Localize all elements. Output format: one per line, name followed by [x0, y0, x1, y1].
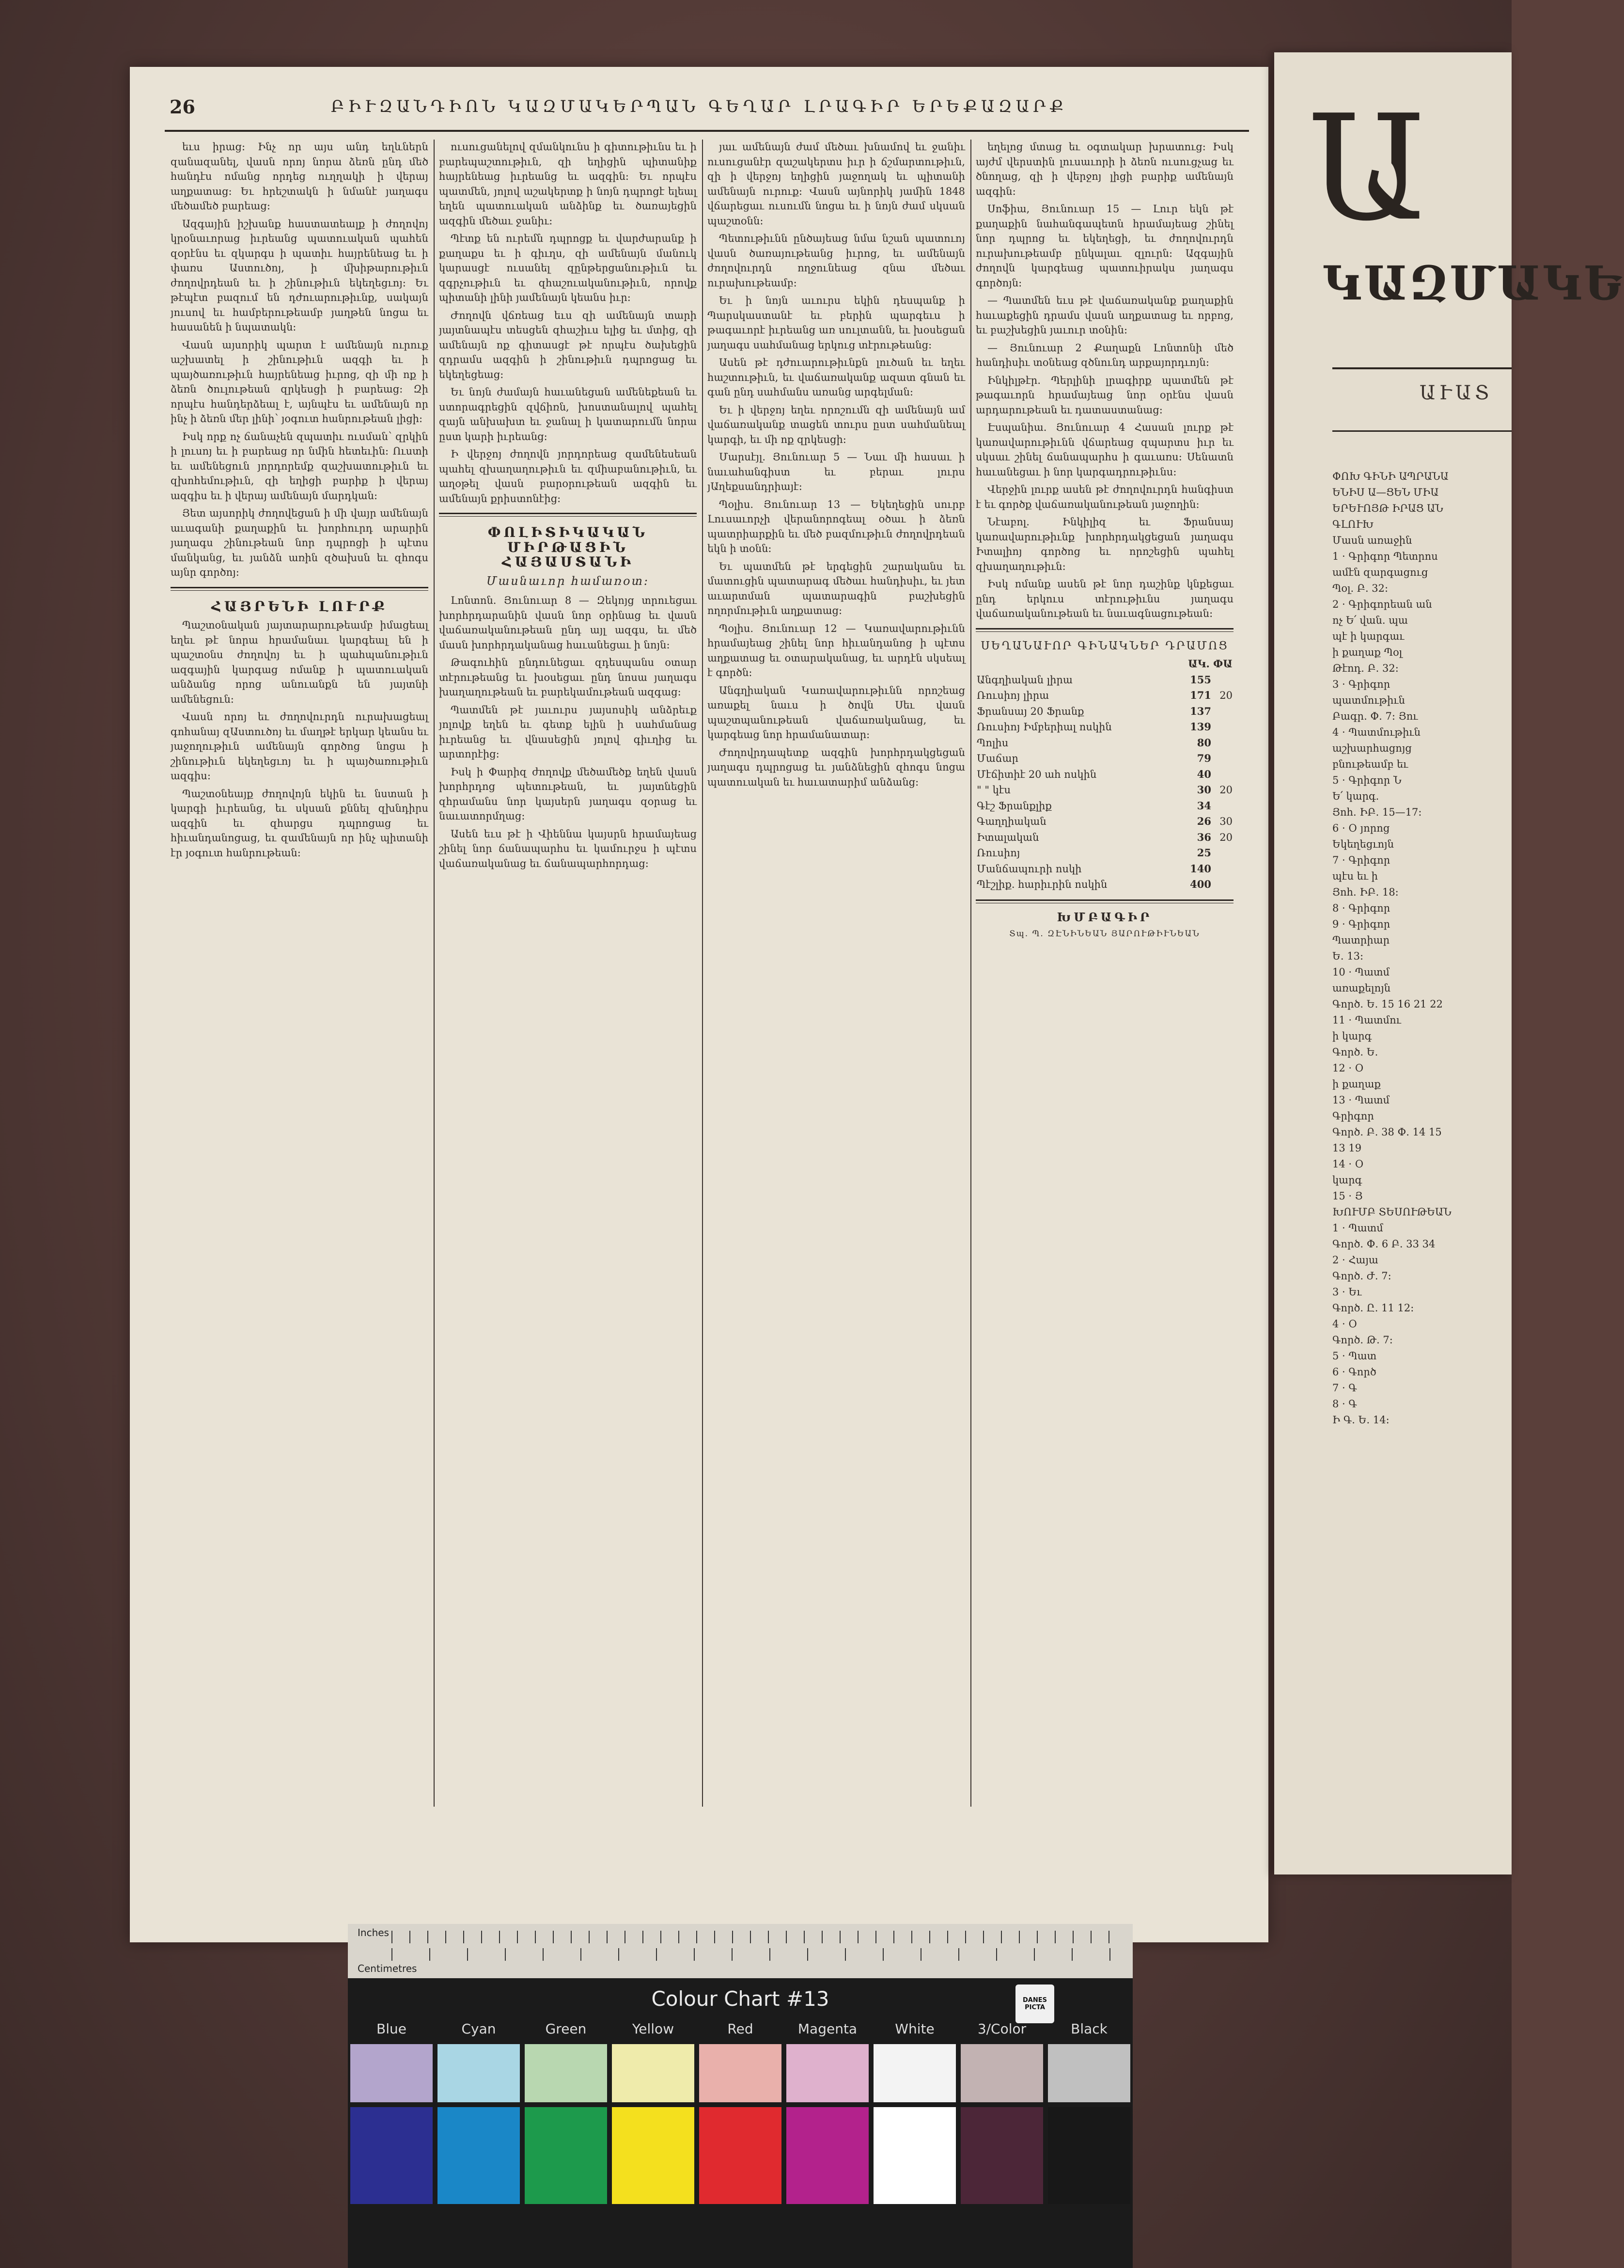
- article-paragraph: Վասն որոյ եւ ժողովուրդն ուրախացեալ գոհանայ զԱստուծոյ եւ մաղթէ երկար կեանս եւ յաջողութիւն ամենայն գործոց նոցա ի շինութիւն եկեղեցւոյ եւ ի պայծառութիւն ազգիս։: [171, 711, 428, 782]
- table-cell-frac: [1212, 751, 1234, 767]
- text-line: Յոհ. ԻԲ. 18։: [1332, 886, 1399, 898]
- table-cell-value: 34: [1197, 799, 1211, 812]
- table-cell-frac: [1212, 798, 1234, 814]
- article-paragraph: Եւ ի նոյն աւուրս եկին դեսպանք ի Պարսկաստանէ եւ բերին պարգեւս ի թագաւորէ իւրեանց առ սուլտանն, եւ խօսեցան յաղագս սահմանաց երկուց տէրութեանց։: [707, 295, 965, 351]
- text-line: բնութեամբ եւ: [1332, 758, 1408, 770]
- centimetre-ticks: [391, 1948, 1113, 1961]
- article-paragraph: Եւ նոյն ժամայն հաւանեցան ամենեքեան եւ ստորագրեցին զվճիռն, խոստանալով պահել զայն անխախտ եւ ջանալ ի կատարումն նորա ըստ կարի իւրեանց։: [439, 386, 697, 442]
- article-paragraph: Իսկ ոմանք ասեն թէ նոր դաշինք կնքեցաւ ընդ երկուս տէրութիւնս յաղագս վաճառականութեան եւ նաւագնացութեան։: [976, 578, 1234, 619]
- swatch-bottom-cyan: [437, 2107, 520, 2204]
- running-title: ԲԻՒԶԱՆԴԻՈՆ ԿԱԶՄԱԿԵՐՊԱՆ ԳԵՂԱՐ ԼՐԱԳԻՐ ԵՐԵՔԱԶԱՐՔ: [330, 97, 1068, 116]
- table-cell-frac: [1212, 719, 1234, 735]
- table-cell-frac: [1212, 735, 1234, 751]
- article-paragraph: Եւ ի վերջոյ եղեւ որոշումն զի ամենայն ամ վաճառականք տացեն տուրս ըստ սահմանեալ կարգի, եւ մի ոք զրկեսցի։: [707, 404, 965, 445]
- swatch-top-blue: [350, 2044, 433, 2102]
- table-cell-frac: 20: [1219, 690, 1233, 701]
- newspaper-page: [130, 67, 1268, 1942]
- column-3: [707, 140, 965, 1816]
- article-paragraph: Պէտք են ուրեմն դպրոցք եւ վարժարանք ի քաղաքս եւ ի գիւղս, զի ամենայն մանուկ կարասցէ ուսանել զընթերցանութիւն եւ զգրչութիւն եւ զհաշուականութիւն, որովք պիտանի լինի յամենայն կեանս իւր։: [439, 233, 697, 303]
- article-paragraph: Ինկիլթէր. Պերլինի լրագիրք պատմեն թէ թագաւորն հրամայեաց նոր օրէնս վասն արդարութեան եւ դատաստանաց։: [976, 374, 1234, 416]
- chart-logo: DANES PICTA: [1015, 1984, 1054, 2023]
- text-line: Գործ. Բ. 38 Փ. 14 15: [1332, 1126, 1442, 1138]
- text-line: 1 · Պատմ: [1332, 1222, 1383, 1234]
- text-line: 2 · Հայա: [1332, 1254, 1378, 1266]
- swatch-label: Blue: [376, 2021, 406, 2037]
- table-cell-label: Պոլիս: [977, 737, 1009, 749]
- text-line: Գործ. Թ. 7։: [1332, 1334, 1393, 1346]
- page-header: [130, 96, 1268, 125]
- table-cell-label: Գաղղիական: [977, 816, 1046, 827]
- table-row: [976, 688, 1234, 704]
- table-cell-frac: 20: [1219, 784, 1233, 796]
- text-line: 8 · Գրիգոր: [1332, 902, 1390, 914]
- table-cell-label: Ռուսիոյ լիրա: [977, 690, 1049, 701]
- column-2: [439, 140, 697, 1816]
- text-line: 4 · Պատմութիւն: [1332, 726, 1421, 738]
- swatch-label: Green: [545, 2021, 587, 2037]
- swatch-top-magenta: [786, 2044, 869, 2102]
- section-rule: [976, 628, 1234, 632]
- table-cell-value: 139: [1190, 721, 1211, 733]
- table-row: [976, 798, 1234, 814]
- article-paragraph: Էսպանիա. Յունուար 4 Հասան լուրք թէ կառավարութիւնն վճարեաց զպարտս իւր եւ սկսաւ շինել ճանապարհս ի գաւառս։ Սենատն հաւանեցաւ ի նոր կարգադրութիւնս։: [976, 422, 1234, 478]
- article-paragraph: Պատմեն թէ յաւուրս յայսոսիկ անձրեւք յոլովք եղեն եւ գետք ելին ի սահմանաց իւրեանց եւ վնասեցին յոլով գիւղից եւ արտորէից։: [439, 704, 697, 760]
- article-paragraph: Նէաբոլ. Ինկիլիզ եւ Ֆրանսայ կառավարութիւնք խորհրդակցեցան յաղագս Իտալիոյ գործոց եւ որոշեցին պահել զխաղաղութիւն։: [976, 516, 1234, 572]
- text-line: 7 · Գրիգոր: [1332, 854, 1390, 866]
- text-line: 6 · Օ յորոց: [1332, 822, 1390, 834]
- section-heading-domestic: ՀԱՅՐԵՆԻ ԼՈՒՐՔ: [211, 598, 388, 614]
- table-cell-frac: [1212, 877, 1234, 893]
- section-rule: [976, 899, 1234, 903]
- table-cell-frac: 30: [1219, 816, 1233, 827]
- text-line: ԳԼՈՒԽ: [1332, 519, 1374, 530]
- text-line: 7 · Գ: [1332, 1382, 1357, 1394]
- table-cell-value: 140: [1190, 862, 1211, 875]
- text-line: Պատրիար: [1332, 934, 1390, 946]
- swatch-bottom-white: [874, 2107, 956, 2204]
- text-line: 8 · Գ: [1332, 1398, 1357, 1410]
- editor-signature: ԽՄԲԱԳԻՐ: [1057, 910, 1153, 924]
- swatch-top-green: [525, 2044, 607, 2102]
- text-line: 15 · Յ: [1332, 1190, 1363, 1202]
- table-row: [976, 830, 1234, 846]
- table-cell-label: " " կէս: [977, 784, 1011, 796]
- table-cell-label: Ֆրանսայ 20 Ֆրանք: [977, 705, 1084, 717]
- article-paragraph: Լոնտոն. Յունուար 8 — Զեկոյց տրուեցաւ խորհրդարանին վասն նոր օրինաց եւ վասն վաճառականութեան ընդ այլ ազգս, եւ մեծ մասն խորհրդականաց հաւանեցաւ ի նոյն։: [439, 595, 697, 651]
- table-row: [976, 845, 1234, 861]
- table-header-cell: ԱԿ. ՓԱ: [1188, 658, 1233, 670]
- article-paragraph: Յետ այսորիկ ժողովեցան ի մի վայր ամենայն աւագանի քաղաքին եւ խորհուրդ արարին յաղագս շինութեան նոր դպրոցի ի պէտս մանկանց, եւ յանձն առին զծախսն եւ զհոգս այնր գործոյ։: [171, 507, 428, 578]
- adjacent-page-column: [1332, 469, 1512, 1850]
- swatch-labels-row: [348, 2021, 1133, 2040]
- table-cell-value: 171: [1190, 689, 1211, 701]
- text-line: 3 · Եւ: [1332, 1286, 1362, 1298]
- swatch-top-white: [874, 2044, 956, 2102]
- table-cell-frac: 20: [1219, 831, 1233, 843]
- exchange-rates-heading: ՍԵՂԱՆԱՒՈՐ ԳԻՆԱԿՆԵՐ ԴՐԱՄՈՑ: [981, 639, 1229, 652]
- text-line: 5 · Պատ: [1332, 1350, 1377, 1362]
- table-cell-label: Ռուսիոյ Իմբերիալ ոսկին: [977, 721, 1112, 733]
- article-paragraph: Վերջին լուրք ասեն թէ ժողովուրդն հանգիստ է եւ գործք վաճառականութեան յաջողին։: [976, 484, 1234, 510]
- swatch-bottom-blue: [350, 2107, 433, 2204]
- swatch-top-cyan: [437, 2044, 520, 2102]
- text-line: 10 · Պատմ: [1332, 966, 1390, 978]
- inches-label: Inches: [358, 1927, 389, 1938]
- text-line: պէս եւ ի: [1332, 870, 1378, 882]
- table-row: [976, 672, 1234, 688]
- article-paragraph: Պօլիս. Յունուար 13 — Եկեղեցին սուրբ Լուսաւորչի վերանորոգեալ օծաւ ի ձեռն պատրիարքին եւ մեծ բազմութիւն ժողովրդեան եկն ի տօնն։: [707, 498, 965, 554]
- table-cell-value: 400: [1190, 878, 1211, 890]
- table-cell-value: 36: [1197, 831, 1211, 843]
- text-line: պատմութիւն: [1332, 694, 1405, 706]
- swatch-label: Magenta: [797, 2021, 858, 2037]
- table-cell-value: 80: [1197, 736, 1211, 749]
- column-4: [976, 140, 1234, 1821]
- table-cell-frac: [1212, 704, 1234, 720]
- table-row: [976, 719, 1234, 735]
- text-line: ԽՈՒՄԲ ՏԵՍՈՒԹԵԱՆ: [1332, 1206, 1452, 1218]
- column-divider: [434, 140, 435, 1807]
- table-cell-value: 40: [1197, 768, 1211, 780]
- table-cell-value: 30: [1197, 784, 1211, 796]
- text-line: Գործ. Ե.: [1332, 1046, 1378, 1058]
- article-paragraph: Պետութիւնն ընծայեաց նմա նշան պատուոյ վասն ծառայութեանց իւրոց, եւ ամենայն ժողովուրդն ողջունեաց զնա մեծաւ ուրախութեամբ։: [707, 233, 965, 289]
- text-line: պէ ի կարգաւ: [1332, 630, 1405, 642]
- masthead: ԿԱԶՄԱԿԵ: [1323, 256, 1624, 311]
- table-row: [976, 704, 1234, 720]
- table-cell-frac: [1212, 767, 1234, 783]
- text-line: ՓՈԽ ԳԻՆԻ ԱՊՐԱՆԱ: [1332, 471, 1449, 482]
- article-paragraph: Ի վերջոյ ժողովն յորդորեաց զամենեսեան պահել զխաղաղութիւն եւ զմիաբանութիւն, եւ աղօթել վասն բարօրութեան ազգին եւ ամենայն քրիստոնէից։: [439, 448, 697, 504]
- text-line: Եկեղեցւոյն: [1332, 838, 1394, 850]
- text-line: ԵՆԻՍ Ա—ՑԵՆ ՄԻԱ: [1332, 487, 1439, 498]
- article-paragraph: ուսուցանելով զմանկունս ի գիտութիւնս եւ ի բարեպաշտութիւն, զի եղիցին պիտանիք հայրենեաց իւրեանց եւ ազգին։ Եւ որպէս պատմեն, յոլով աշակերտք ի նոյն դպրոցէ ելեալ եղեն պատուական անձինք եւ ծառայեցին ազգին մեծաւ ջանիւ։: [439, 141, 697, 227]
- article-paragraph: Ասեն եւս թէ ի Վիեննա կայսրն հրամայեաց շինել նոր ճանապարհս եւ կամուրջս ի պէտս վաճառականաց եւ ճանապարհորդաց։: [439, 828, 697, 869]
- article-paragraph: Եւ պատմեն թէ երգեցին շարականս եւ մատուցին պատարագ մեծաւ հանդիսիւ, եւ յետ աւարտման պատարագին բաշխեցին ողորմութիւն աղքատաց։: [707, 560, 965, 616]
- text-line: 6 · Գործ: [1332, 1366, 1376, 1378]
- text-line: Գրիգոր: [1332, 1110, 1374, 1122]
- table-cell-value: 25: [1197, 847, 1211, 859]
- exchange-rates-table: [976, 656, 1234, 893]
- text-line: ոչ Ե՛ վան. պա: [1332, 614, 1408, 626]
- article-paragraph: Իսկ որք ոչ ճանաչեն զպատիւ ուսման՝ զրկին ի լուսոյ եւ ի բարեաց որ նմին հետեւին։ Ուստի եւ ամենեցուն յորդորեմք զաշխատութիւն եւ զխոհեմութիւն, զի եղիցի բարիք ի վերայ ազգիս եւ ի վերայ ամենայն մարդկան։: [171, 430, 428, 502]
- swatch-bottom-3-color: [961, 2107, 1043, 2204]
- printer-imprint: Տպ. Պ. ԶԷՆԻՆԵԱՆ ՅԱՐՈՒԹԻՒՆԵԱՆ: [1009, 929, 1200, 939]
- adjacent-page: [1274, 52, 1624, 1874]
- masthead-rule: [1332, 430, 1512, 432]
- article-paragraph: — Պատմեն եւս թէ վաճառականք քաղաքին հաւաքեցին դրամս վասն աղքատաց եւ որբոց, եւ բաշխեցին յաւուր տօնին։: [976, 295, 1234, 336]
- masthead-subline: ԱՒԱՏ: [1420, 382, 1493, 404]
- text-line: 1 · Գրիգոր Պետրոս: [1332, 551, 1438, 562]
- table-row: [976, 861, 1234, 877]
- text-line: 4 · Օ: [1332, 1318, 1357, 1330]
- text-line: Ե. 13։: [1332, 950, 1364, 962]
- text-line: ամէն զարգացուց: [1332, 567, 1428, 578]
- swatch-label: Yellow: [632, 2021, 674, 2037]
- text-line: կարգ: [1332, 1174, 1362, 1186]
- text-line: 13 · Պատմ: [1332, 1094, 1390, 1106]
- table-row: [976, 767, 1234, 783]
- article-paragraph: — Յունուար 2 Քաղաքն Լոնտոնի մեծ հանդիսիւ տօնեաց զծնունդ արքայորդւոյն։: [976, 342, 1234, 368]
- swatch-bottom-magenta: [786, 2107, 869, 2204]
- text-line: Ի Գ. Ե. 14։: [1332, 1414, 1390, 1426]
- article-paragraph: Ասեն թէ դժուարութիւնքն լուծան եւ եղեւ հաշտութիւն, եւ վաճառականք ազատ գնան եւ գան ընդ սահմանս առանց արգելման։: [707, 357, 965, 398]
- text-line: Ե՛ կարգ.: [1332, 790, 1379, 802]
- article-paragraph: Իսկ ի Փարիզ ժողովք մեծամեծք եղեն վասն խորհրդոց պետութեան, եւ յայտնեցին զհրամանս նոր կայսերն յաղագս զօրաց եւ նաւատորմղաց։: [439, 766, 697, 822]
- table-row: [976, 814, 1234, 830]
- swatch-bottom-green: [525, 2107, 607, 2204]
- swatch-label: Black: [1071, 2021, 1108, 2037]
- centimetres-label: Centimetres: [358, 1963, 417, 1974]
- table-cell-value: 79: [1197, 752, 1211, 764]
- text-line: ԵՐԵՒՈՅԹ ԻՐԱՑ ԱՆ: [1332, 503, 1443, 514]
- swatch-label: Red: [727, 2021, 753, 2037]
- text-line: ի կարգ: [1332, 1030, 1372, 1042]
- article-paragraph: Վասն այսորիկ պարտ է ամենայն ուրուք աշխատել ի շինութիւն ազգի եւ ի պայծառութիւն հայրենեաց իւրոց, զի մի ոք ի ձեռն ծուլութեան զրկեսցի ի բարեաց։ Զի որպէս հանդերձեալ է, այնպէս եւ ամենայն որ ինչ ի ձեռն մեր լինի՝ յօգուտ հանրութեան լիցի։: [171, 339, 428, 425]
- text-line: Մասն առաջին: [1332, 535, 1412, 546]
- swatch-top-yellow: [612, 2044, 694, 2102]
- table-cell-label: Պէշլիք. հարիւրին ոսկին: [977, 879, 1108, 890]
- article-paragraph: Սոֆիա, Յունուար 15 — Լուր եկն թէ քաղաքին նահանգապետն հրամայեաց շինել նոր դպրոց եւ եկեղեցի, եւ ժողովուրդն ուրախութեամբ ընկալաւ զլուրն։ Ազգային ժողովն կարգեաց պատուիրակս յաղագս գործոյն։: [976, 203, 1234, 289]
- text-line: Թէոդ. Բ. 32։: [1332, 662, 1399, 674]
- text-line: Գործ. Ե. 15 16 21 22: [1332, 998, 1443, 1010]
- text-line: Գործ. Ժ. 7։: [1332, 1270, 1391, 1282]
- table-cell-value: 155: [1190, 673, 1211, 686]
- swatch-label: White: [895, 2021, 935, 2037]
- text-line: 2 · Գրիգորեան ան: [1332, 598, 1432, 610]
- swatch-label: 3/Color: [977, 2021, 1027, 2037]
- table-cell-label: Մէճիտիէ 20 ահ ոսկին: [977, 768, 1097, 780]
- article-paragraph: Ազգային իշխանք հաստատեալք ի ժողովոյ կրօնաւորաց իւրեանց պատուական պահեն զօրէնս եւ զկարգս ի պատիւ հայրենեաց եւ ի փառս Աստուծոյ, ի մխիթարութիւն ժողովրդեան եւ ի շինութիւն եկեղեցւոյ։ Եւ թէպէտ բազում են դժուարութիւնք, սակայն յուսով եւ համբերութեամբ յաղթեն նոցա եւ հասանեն ի նպատակն։: [171, 218, 428, 333]
- colour-chart-title: Colour Chart #13: [651, 1987, 829, 2011]
- text-line: Գործ. Փ. 6 Բ. 33 34: [1332, 1238, 1436, 1250]
- colour-chart: [348, 1924, 1133, 2268]
- masthead-rule: [1332, 367, 1512, 369]
- article-paragraph: Պաշտօնական յայտարարութեամբ իմացեալ եղեւ թէ նորա հրամանաւ կարգեալ են ի պաշտօնս ժողովոյ եւ ի պահպանութիւն ազգային կարգաց ոմանք ի պատուական անձանց որոց անուանքն են յայտնի ամենեցուն։: [171, 619, 428, 705]
- text-line: 3 · Գրիգոր: [1332, 678, 1390, 690]
- text-line: 14 · Օ: [1332, 1158, 1364, 1170]
- swatch-bottom-red: [699, 2107, 781, 2204]
- text-line: առաքելոյն: [1332, 982, 1391, 994]
- article-paragraph: Ժողովրդապետք ազգին խորհրդակցեցան յաղագս դպրոցաց եւ յանձնեցին զհոգս նոցա պատուական եւ հաւատարիմ անձանց։: [707, 746, 965, 788]
- article-paragraph: եղելոց մտաց եւ օգտակար խրատուց։ Իսկ այժմ վերստին լուսաւորի ի ձեռն ուսուցչաց եւ ծնողաց, զի ի վերջոյ լիցի բարիք ամենայն ազգին։: [976, 141, 1234, 197]
- swatch-top-black: [1048, 2044, 1130, 2102]
- table-cell-label: Մանճապուրի ոսկի: [977, 863, 1082, 875]
- table-cell-label: Անգղիական լիրա: [977, 674, 1073, 686]
- table-cell-value: 26: [1197, 815, 1211, 827]
- header-rule: [165, 130, 1249, 132]
- article-paragraph: Թագուհին ընդունեցաւ զդեսպանս օտար տէրութեանց եւ խօսեցաւ ընդ նոսա յաղագս խաղաղութեան եւ բարեկամութեան ազգաց։: [439, 657, 697, 698]
- text-line: աշխարհացոյց: [1332, 742, 1412, 754]
- table-cell-label: Ռուսիոյ: [977, 847, 1020, 859]
- table-cell-frac: [1212, 861, 1234, 877]
- decorative-initial: Ա: [1308, 84, 1426, 253]
- page-number: 26: [170, 96, 195, 118]
- article-paragraph: Պօլիս. Յունուար 12 — Կառավարութիւնն հրամայեաց շինել նոր հիւանդանոց ի պէտս աղքատաց եւ օտարականաց, եւ արդէն սկսեալ է գործն։: [707, 622, 965, 678]
- text-line: ի քաղաք: [1332, 1078, 1381, 1090]
- text-line: 11 · Պատմու: [1332, 1014, 1401, 1026]
- column-divider: [970, 140, 971, 1807]
- swatch-top-3-color: [961, 2044, 1043, 2102]
- table-row: [976, 751, 1234, 767]
- swatch-bottom-yellow: [612, 2107, 694, 2204]
- table-header-row: [976, 656, 1234, 672]
- text-line: 5 · Գրիգոր Ն: [1332, 774, 1402, 786]
- text-line: 13 19: [1332, 1142, 1362, 1154]
- text-line: 12 · Օ: [1332, 1062, 1364, 1074]
- section-rule: [171, 587, 428, 591]
- column-divider: [702, 140, 703, 1807]
- article-paragraph: Պաշտօնեայք ժողովոյն եկին եւ նստան ի կարգի իւրեանց, եւ սկսան քննել զխնդիրս ազգին եւ զհարցս դպրոցաց եւ հիւանդանոցաց, եւ զամենայն որ ինչ պիտանի էր յօգուտ հանրութեան։: [171, 788, 428, 859]
- inch-ticks: [391, 1931, 1113, 1943]
- section-subheading: Մասնաւոր համառօտ։: [486, 574, 650, 588]
- measurement-ruler: [348, 1924, 1133, 1978]
- table-cell-value: 137: [1190, 705, 1211, 717]
- article-paragraph: եւս իրաց։ Ինչ որ այս անդ եղևներն զանազանել, վասն որոյ նորա ձեռն ընդ մեծ հանդէս ոմանց որդեց ուղղակի ի վերայ աղքատաց։ Եւ հրեշտակն ի նմանէ յաղագս մեծամեծ բարեաց։: [171, 141, 428, 212]
- table-cell-label: Գէշ Ֆրանքլիք: [977, 800, 1052, 812]
- article-paragraph: Անգղիական Կառավարութիւնն որոշեաց առաքել նաւս ի ծովն Սեւ վասն պաշտպանութեան վաճառականաց, եւ կարգեաց նոր հրամանատար։: [707, 684, 965, 740]
- swatch-label: Cyan: [461, 2021, 496, 2037]
- swatch-bottom-black: [1048, 2107, 1130, 2204]
- text-line: Բագր. Փ. 7։ Յու: [1332, 710, 1418, 722]
- text-line: Յոհ. ԻԲ. 15—17։: [1332, 806, 1422, 818]
- table-cell-label: Մաճար: [977, 753, 1018, 764]
- text-line: Գործ. Ը. 11 12։: [1332, 1302, 1414, 1314]
- article-paragraph: Ժողովն վճռեաց եւս զի ամենայն տարի յայտնապէս տեսցեն զհաշիւս ելից եւ մտից, զի ամենայն ոք գիտասցէ թէ որպէս ծախեցին զդրամս ազգին ի շինութիւն դպրոցաց եւ եկեղեցեաց։: [439, 309, 697, 380]
- table-cell-frac: [1212, 845, 1234, 861]
- table-row: [976, 877, 1234, 893]
- text-line: 9 · Գրիգոր: [1332, 918, 1390, 930]
- table-cell-label: Իտալական: [977, 831, 1039, 843]
- text-line: Պօլ. Բ. 32։: [1332, 583, 1389, 594]
- table-row: [976, 782, 1234, 798]
- table-cell-frac: [1212, 672, 1234, 688]
- table-row: [976, 735, 1234, 751]
- text-line: ի քաղաք Պօլ: [1332, 646, 1403, 658]
- column-1: [171, 140, 428, 1816]
- article-paragraph: Մարսէյլ. Յունուար 5 — Նաւ մի հասաւ ի նաւահանգիստ եւ բերաւ լուրս յԱղեքսանդրիայէ։: [707, 451, 965, 492]
- section-rule: [439, 513, 697, 517]
- article-paragraph: յաւ ամենայն ժամ մեծաւ խնամով եւ ջանիւ ուսուցանէր զաշակերտս իւր ի ճշմարտութիւն, զի ի վերջոյ եղիցին յաջողակ եւ պիտանի ամենայն ուրուք։ Վասն այնորիկ յամին 1848 վճարեցաւ ուսումն նոցա եւ ի նոյն ժամ սկսան պաշտօնն։: [707, 141, 965, 227]
- section-heading-foreign: ՓՈԼԻՏԻԿԱԿԱՆ ՄԻՐԹԱՑԻՆ ՀԱՅԱՍՏԱՆԻ: [487, 524, 648, 570]
- swatch-top-red: [699, 2044, 781, 2102]
